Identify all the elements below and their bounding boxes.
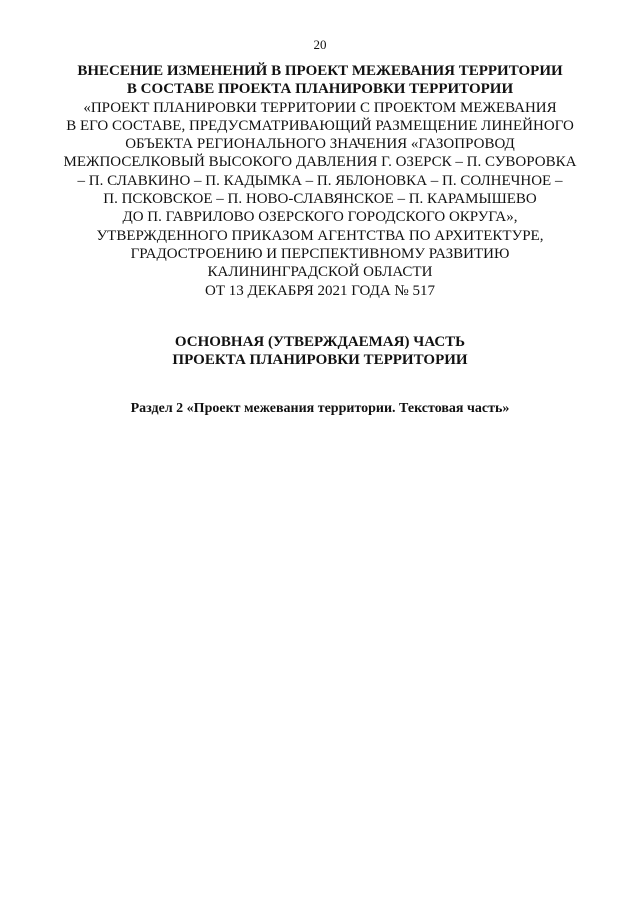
title-line-2: В ЕГО СОСТАВЕ, ПРЕДУСМАТРИВАЮЩИЙ РАЗМЕЩЕНИЕ ЛИНЕЙНОГО — [66, 117, 574, 134]
title-line-1: «ПРОЕКТ ПЛАНИРОВКИ ТЕРРИТОРИИ С ПРОЕКТОМ МЕЖЕВАНИЯ — [83, 99, 557, 116]
title-line-8: УТВЕРЖДЕННОГО ПРИКАЗОМ АГЕНТСТВА ПО АРХИТЕКТУРЕ, — [96, 227, 544, 244]
title-line-11: ОТ 13 ДЕКАБРЯ 2021 ГОДА № 517 — [204, 282, 435, 299]
title-line-bold-2: В СОСТАВЕ ПРОЕКТА ПЛАНИРОВКИ ТЕРРИТОРИИ — [126, 81, 514, 98]
title-line-5: – П. СЛАВКИНО – П. КАДЫМКА – П. ЯБЛОНОВКА – П. СОЛНЕЧНОЕ – — [77, 172, 563, 189]
part-title: Раздел 2 «Проект межевания территории. Текстовая часть» — [130, 401, 510, 416]
title-line-6: П. ПСКОВСКОЕ – П. НОВО-СЛАВЯНСКОЕ – П. КАРАМЫШЕВО — [103, 191, 537, 208]
title-line-7: ДО П. ГАВРИЛОВО ОЗЕРСКОГО ГОРОДСКОГО ОКРУГА», — [122, 209, 518, 226]
title-line-4: МЕЖПОСЕЛКОВЫЙ ВЫСОКОГО ДАВЛЕНИЯ Г. ОЗЕРСК – П. СУВОРОВКА — [63, 154, 577, 171]
title-line-bold-1: ВНЕСЕНИЕ ИЗМЕНЕНИЙ В ПРОЕКТ МЕЖЕВАНИЯ ТЕРРИТОРИИ — [77, 63, 563, 79]
document-title — [60, 62, 580, 300]
title-line-10: КАЛИНИНГРАДСКОЙ ОБЛАСТИ — [207, 264, 433, 281]
section-line-2: ПРОЕКТА ПЛАНИРОВКИ ТЕРРИТОРИИ — [172, 352, 468, 368]
section-heading — [60, 333, 580, 369]
section-line-1: ОСНОВНАЯ (УТВЕРЖДАЕМАЯ) ЧАСТЬ — [174, 334, 466, 350]
title-line-3: ОБЪЕКТА РЕГИОНАЛЬНОГО ЗНАЧЕНИЯ «ГАЗОПРОВОД — [125, 136, 515, 153]
page-number: 20 — [313, 37, 327, 52]
title-line-9: ГРАДОСТРОЕНИЮ И ПЕРСПЕКТИВНОМУ РАЗВИТИЮ — [130, 245, 510, 262]
